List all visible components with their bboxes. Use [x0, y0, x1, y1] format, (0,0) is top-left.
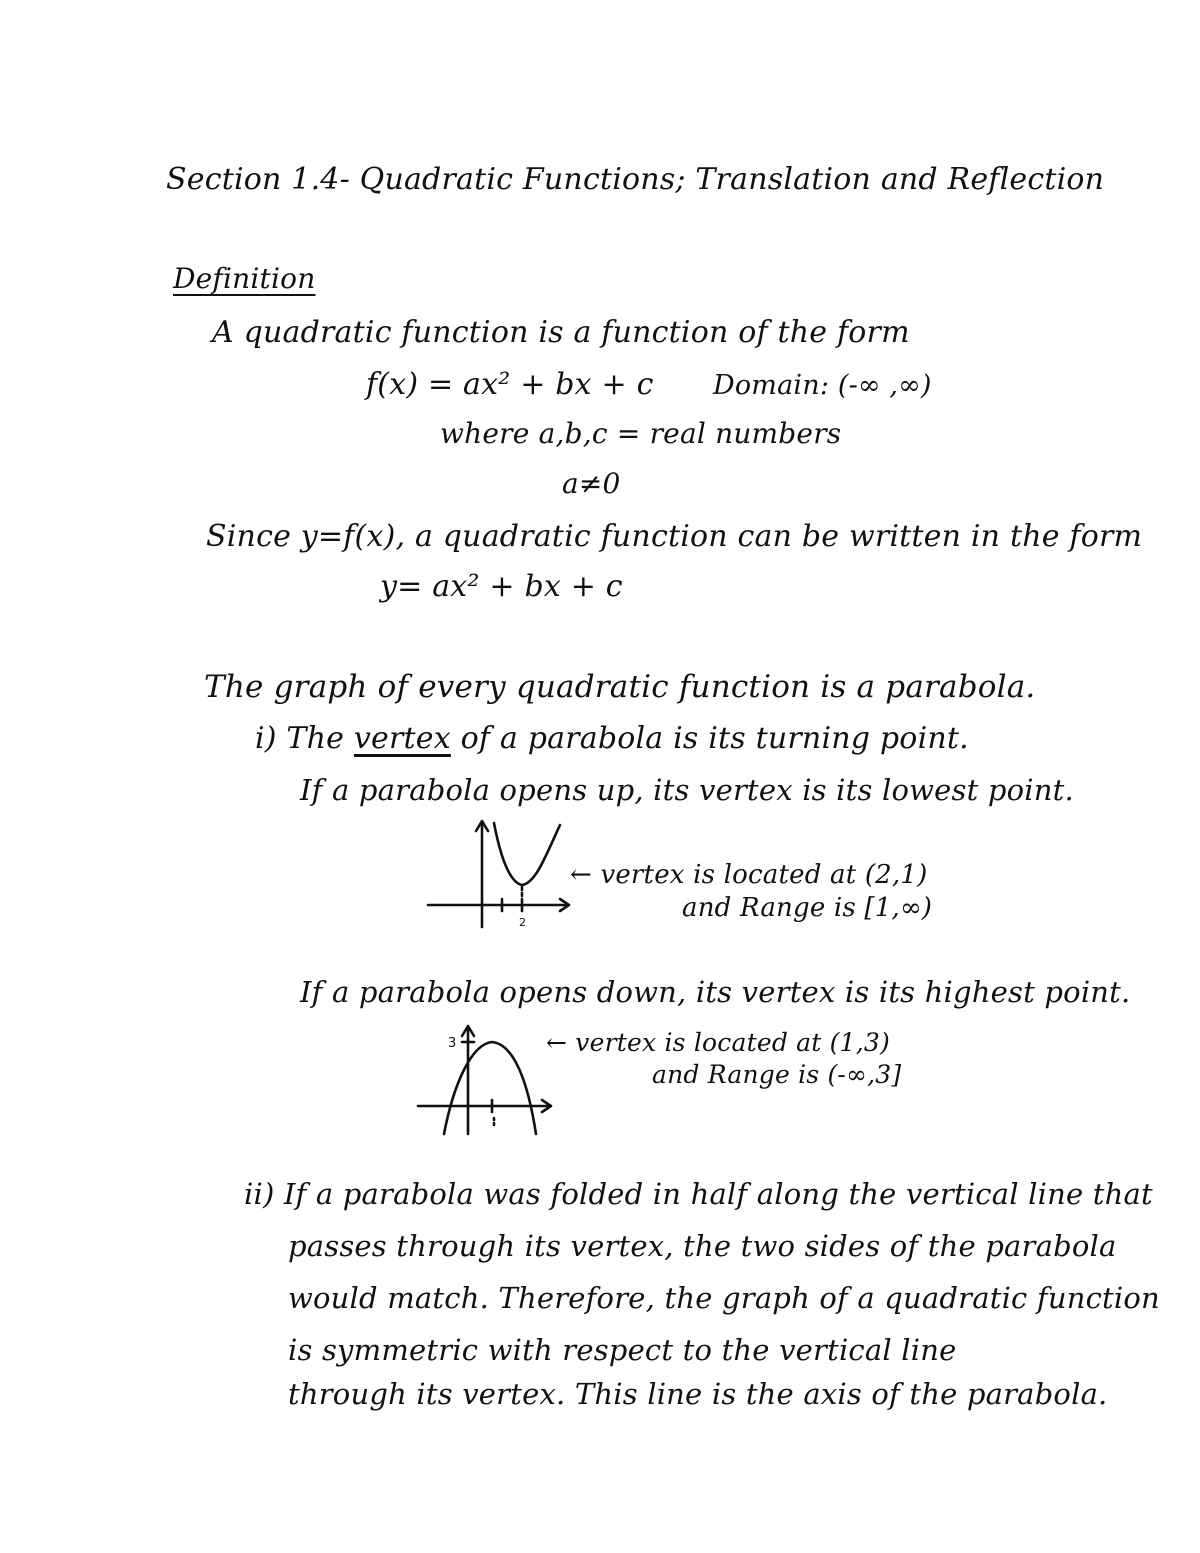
vertex-definition-prefix: i) The	[255, 721, 354, 756]
definition-line: A quadratic function is a function of the form	[212, 315, 910, 350]
opens-up-statement: If a parabola opens up, its vertex is its lowest point.	[300, 773, 1074, 807]
up-range-label: and Range is [1,∞)	[682, 893, 933, 923]
vertex-definition	[255, 721, 969, 756]
vertex-definition-suffix: of a parabola is its turning point.	[450, 721, 969, 756]
down-tick-label: 3	[448, 1036, 457, 1051]
down-parabola-curve	[444, 1042, 536, 1134]
definition-heading: Definition	[173, 262, 316, 295]
a-nonzero-note: a≠0	[562, 467, 621, 500]
downward-parabola-sketch	[410, 1022, 560, 1140]
opens-down-statement: If a parabola opens down, its vertex is its highest point.	[300, 975, 1131, 1009]
vertex-term: vertex	[353, 721, 451, 756]
since-line: Since y=f(x), a quadratic function can be written in the form	[206, 519, 1143, 554]
up-tick-label: 2	[519, 916, 526, 929]
y-form-formula: y= ax² + bx + c	[380, 569, 623, 604]
up-vertex-label: ← vertex is located at (2,1)	[570, 860, 928, 890]
down-vertex-label: ← vertex is located at (1,3)	[546, 1028, 890, 1057]
symmetry-line: would match. Therefore, the graph of a quadratic function	[288, 1281, 1160, 1315]
upward-parabola-sketch	[420, 815, 580, 930]
symmetry-line: ii) If a parabola was folded in half along the vertical line that	[244, 1177, 1153, 1211]
symmetry-line: passes through its vertex, the two sides of the parabola	[288, 1229, 1117, 1263]
parabola-statement: The graph of every quadratic function is a parabola.	[204, 669, 1036, 705]
up-parabola-curve	[494, 823, 560, 885]
coefficients-note: where a,b,c = real numbers	[440, 417, 842, 450]
quadratic-formula: f(x) = ax² + bx + c	[366, 367, 654, 402]
symmetry-line: through its vertex. This line is the axis of the parabola.	[288, 1377, 1108, 1411]
section-title: Section 1.4- Quadratic Functions; Translation and Reflection	[166, 162, 1105, 197]
symmetry-line: is symmetric with respect to the vertical line	[288, 1333, 957, 1367]
down-range-label: and Range is (-∞,3]	[652, 1060, 902, 1089]
domain-note: Domain: (-∞ ,∞)	[713, 370, 932, 401]
